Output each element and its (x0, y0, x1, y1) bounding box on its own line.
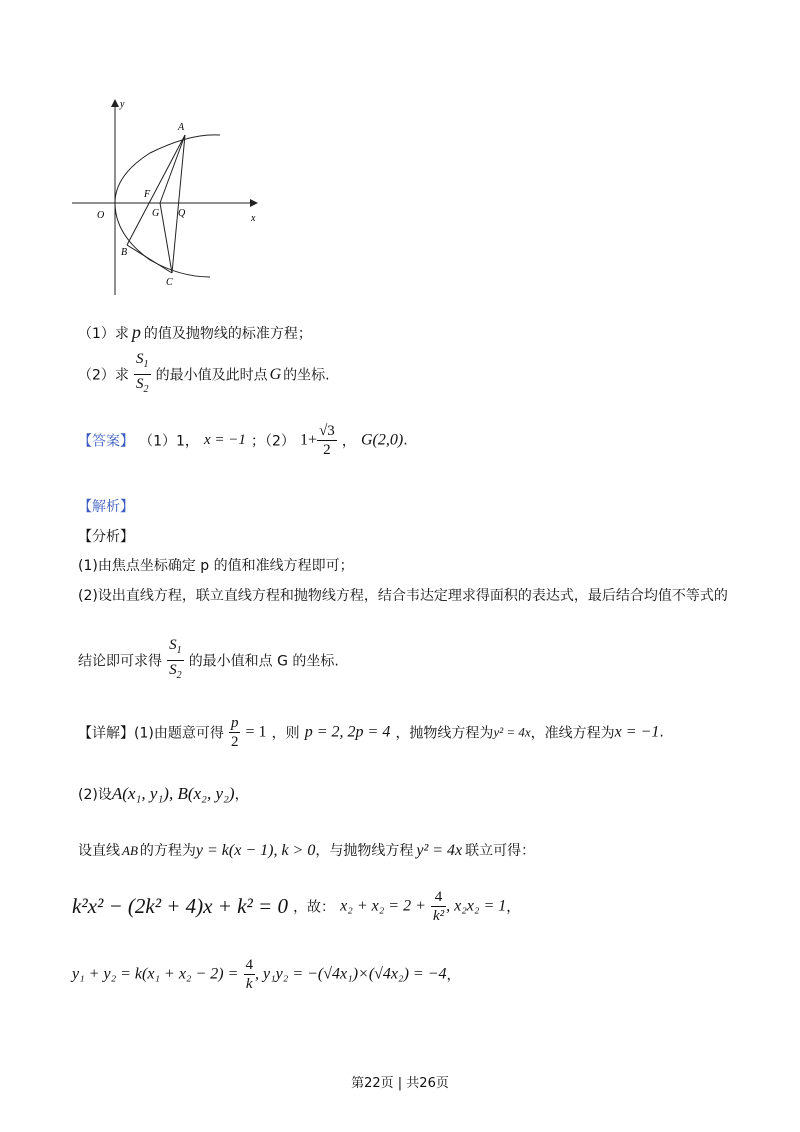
ratio-S1-S2: $\frac{S_1}{S_2}$ (136, 351, 149, 395)
detail-l1-f: ，准线方程为 (530, 725, 615, 742)
question-1 (78, 322, 312, 343)
detail-l5-b: , y₁y₂ = −(√4x₁)×(√4x₂) = −4 (255, 965, 447, 983)
answer-val2-frac: $\frac{√3}{2}$ (319, 423, 335, 458)
analysis-subtag: 【分析】 (78, 529, 134, 545)
q2-end: 的坐标. (283, 367, 330, 384)
segment-CG (160, 203, 172, 273)
detail-l1-b: ，则 (271, 725, 300, 742)
answer-tag: 【答案】 (78, 433, 134, 450)
detail-l3-d: y = k(x − 1), k > 0 (195, 842, 316, 859)
q2-suffix: 的最小值及此时点 (155, 367, 268, 384)
answer-line (78, 422, 408, 459)
answer-point: G(2,0) (360, 431, 404, 449)
x-axis-arrow (250, 199, 258, 207)
analysis-line3 (78, 636, 339, 685)
detail-l1-e: y² = 4x (493, 724, 531, 740)
detail-l4-e: ， (506, 899, 521, 916)
detail-l1-d: ，抛物线方程为 (395, 725, 494, 742)
answer-eq1: x = −1 (204, 432, 246, 448)
detail-l1-c: p = 2, 2p = 4 (304, 723, 391, 741)
detail-l3-f: y² = 4x (416, 842, 463, 859)
detail-l3-e: ，与抛物线方程 (315, 843, 414, 859)
detail-l2-a: (2)设 (78, 787, 112, 803)
detail-tag: 【详解】 (78, 725, 134, 742)
label-G: G (152, 208, 160, 219)
detail-line5 (72, 956, 461, 993)
question-2 (78, 350, 330, 399)
label-B: B (121, 247, 128, 258)
label-F: F (144, 189, 151, 200)
ratio-S1-S2-analysis: $\frac{S_1}{S_2}$ (169, 637, 182, 681)
parabola-curve (115, 135, 220, 277)
analysis-line3-suffix: 的最小值和点 G 的坐标. (188, 653, 339, 670)
detail-l1-a: (1)由题意可得 (134, 725, 224, 742)
detail-l5-frac: $\frac{4}{k}$ (245, 957, 253, 992)
label-Q: Q (178, 208, 186, 219)
detail-l1-h: . (659, 724, 664, 741)
detail-line2 (78, 784, 249, 804)
label-O: O (97, 210, 105, 221)
detail-l2-b: A(x₁, y₁), B(x₂, y₂) (111, 784, 235, 803)
answer-end: . (403, 432, 408, 449)
analysis-tag: 【解析】 (78, 499, 134, 515)
detail-l3-c: 的方程为 (139, 843, 196, 859)
label-A: A (178, 122, 185, 133)
q2-prefix: （2）求 (78, 367, 129, 384)
detail-l3-a: 设直线 (78, 843, 120, 859)
q2-var: G (269, 365, 282, 383)
detail-l4-c: x₂ + x₂ = 2 + (340, 897, 426, 915)
detail-l3-b: AB (122, 843, 138, 858)
answer-comma: ， (341, 433, 356, 450)
answer-val2-int: 1+ (300, 431, 318, 449)
detail-l4-d: , x₂x₂ = 1 (446, 897, 507, 915)
detail-l4-a: k²x² − (2k² + 4)x + k² = 0 (72, 894, 288, 918)
detail-line3 (78, 840, 535, 860)
label-C: C (166, 277, 173, 288)
detail-l4-frac: $\frac{4}{\text{k²}}$ (432, 889, 445, 924)
q1-suffix: 的值及抛物线的标准方程； (143, 326, 312, 342)
detail-l4-b: ，故： (293, 899, 336, 916)
detail-l3-g: 联立可得： (465, 843, 536, 859)
detail-l5-a: y₁ + y₂ = k(x₁ + x₂ − 2) = (72, 965, 239, 983)
detail-l1-eq: = 1 (245, 723, 267, 741)
page-footer: 第22页 | 共26页 (351, 1076, 449, 1091)
answer-sep: ；（2） (251, 433, 295, 450)
q1-var: p (131, 322, 141, 342)
analysis-line1: (1)由焦点坐标确定 p 的值和准线方程即可； (78, 558, 354, 574)
answer-part1: （1）1， (139, 433, 199, 450)
detail-line4 (72, 888, 520, 925)
analysis-line3-prefix: 结论即可求得 (78, 653, 162, 670)
parabola-figure (60, 95, 270, 300)
label-x: x (251, 213, 256, 224)
detail-l5-c: ， (446, 967, 461, 984)
detail-l2-c: ， (234, 787, 249, 803)
detail-l1-frac: $\frac{p}{2}$ (230, 715, 239, 750)
segment-BC (127, 245, 172, 273)
detail-l1-g: x = −1 (614, 723, 660, 741)
segment-AG (160, 135, 185, 203)
detail-line1 (78, 714, 664, 751)
analysis-line2: (2)设出直线方程，联立直线方程和抛物线方程，结合韦达定理求得面积的表达式，最后结合均值不等式的 (78, 588, 728, 604)
q1-prefix: （1）求 (78, 326, 129, 342)
label-y: y (120, 99, 125, 110)
y-axis-arrow (111, 99, 119, 107)
